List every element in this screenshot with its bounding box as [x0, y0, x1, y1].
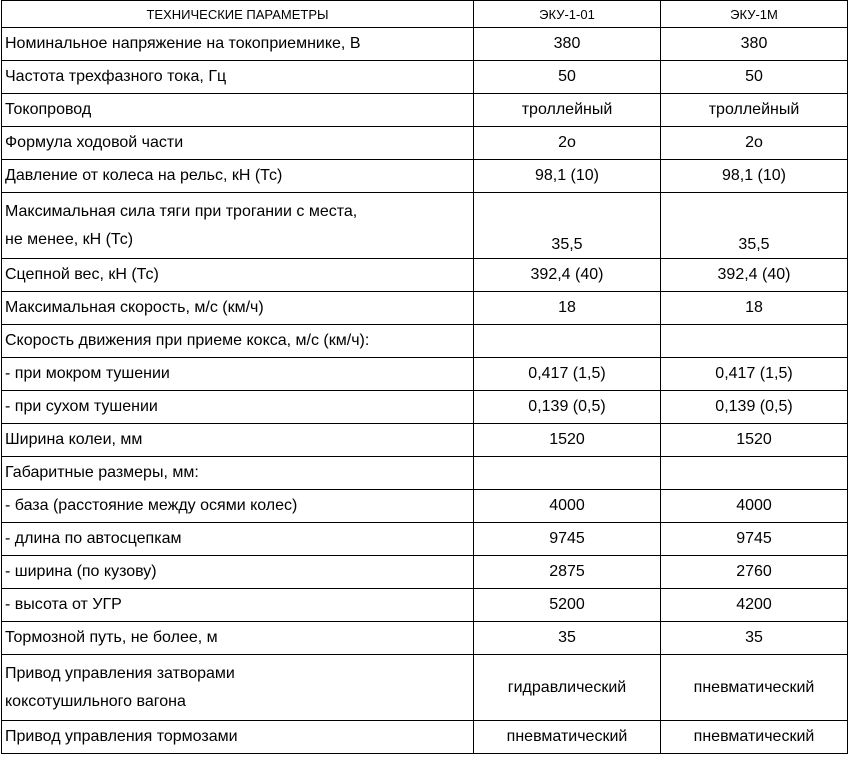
row-label: - ширина (по кузову) [2, 556, 474, 589]
row-value-eku-1-01: 380 [474, 28, 661, 61]
row-label-line-1: Привод управления затворами [5, 664, 235, 682]
row-value-eku-1-01: 0,139 (0,5) [474, 391, 661, 424]
row-value-eku-1m: 98,1 (10) [661, 160, 848, 193]
table-row [2, 589, 848, 622]
row-label: Привод управления тормозами [2, 721, 474, 754]
row-value-eku-1m: 35 [661, 622, 848, 655]
row-label: - база (расстояние между осями колес) [2, 490, 474, 523]
row-value-eku-1-01: пневматический [474, 721, 661, 754]
table-row [2, 622, 848, 655]
table-row [2, 457, 848, 490]
table-row [2, 61, 848, 94]
row-label: - при сухом тушении [2, 391, 474, 424]
table-row [2, 721, 848, 754]
row-label: - при мокром тушении [2, 358, 474, 391]
table-row [2, 94, 848, 127]
table-row [2, 127, 848, 160]
row-value-eku-1-01: 2о [474, 127, 661, 160]
row-label: Токопровод [2, 94, 474, 127]
table-row [2, 292, 848, 325]
row-label-line-2: коксотушильного вагона [5, 692, 186, 710]
row-value-eku-1-01: 35 [474, 622, 661, 655]
row-value-eku-1m: 0,139 (0,5) [661, 391, 848, 424]
row-value-eku-1-01: 9745 [474, 523, 661, 556]
row-value-eku-1m: пневматический [661, 721, 848, 754]
row-label: Сцепной вес, кН (Тс) [2, 259, 474, 292]
row-value-eku-1m: 4200 [661, 589, 848, 622]
row-value-eku-1-01: 1520 [474, 424, 661, 457]
header-col-eku-1-01: ЭКУ-1-01 [474, 1, 661, 28]
row-value-eku-1-01: 35,5 [474, 193, 661, 259]
row-label [2, 655, 474, 721]
row-label: Частота трехфазного тока, Гц [2, 61, 474, 94]
technical-parameters-table [1, 0, 848, 754]
row-label: Давление от колеса на рельс, кН (Тс) [2, 160, 474, 193]
table-row [2, 523, 848, 556]
row-value-eku-1m: 2о [661, 127, 848, 160]
table-row [2, 490, 848, 523]
row-label [2, 193, 474, 259]
row-value-eku-1m: 392,4 (40) [661, 259, 848, 292]
row-label: Скорость движения при приеме кокса, м/с (км/ч): [2, 325, 474, 358]
row-value-eku-1m: 9745 [661, 523, 848, 556]
row-label: Максимальная скорость, м/с (км/ч) [2, 292, 474, 325]
table-row [2, 424, 848, 457]
row-label-line-1: Максимальная сила тяги при трогании с места, [5, 202, 358, 220]
table-row [2, 391, 848, 424]
row-value-eku-1-01: 5200 [474, 589, 661, 622]
table-row [2, 556, 848, 589]
table-row [2, 28, 848, 61]
row-label: Тормозной путь, не более, м [2, 622, 474, 655]
header-param: ТЕХНИЧЕСКИЕ ПАРАМЕТРЫ [2, 1, 474, 28]
row-label-line-2: не менее, кН (Тс) [5, 230, 134, 248]
row-value-eku-1-01: гидравлический [474, 655, 661, 721]
row-value-eku-1-01: 18 [474, 292, 661, 325]
table-header-row [2, 1, 848, 28]
row-value-eku-1-01 [474, 325, 661, 358]
row-value-eku-1m: 1520 [661, 424, 848, 457]
row-label: - высота от УГР [2, 589, 474, 622]
row-value-eku-1m: 2760 [661, 556, 848, 589]
table-row [2, 325, 848, 358]
row-value-eku-1-01: троллейный [474, 94, 661, 127]
table-row [2, 655, 848, 721]
row-value-eku-1-01: 2875 [474, 556, 661, 589]
row-label: Габаритные размеры, мм: [2, 457, 474, 490]
row-value-eku-1m: 18 [661, 292, 848, 325]
row-value-eku-1m: 35,5 [661, 193, 848, 259]
row-value-eku-1m: 4000 [661, 490, 848, 523]
header-col-eku-1m: ЭКУ-1М [661, 1, 848, 28]
row-label: Ширина колеи, мм [2, 424, 474, 457]
row-label: - длина по автосцепкам [2, 523, 474, 556]
table-row [2, 193, 848, 259]
row-value-eku-1m: 0,417 (1,5) [661, 358, 848, 391]
row-value-eku-1-01: 98,1 (10) [474, 160, 661, 193]
row-value-eku-1m [661, 325, 848, 358]
row-value-eku-1-01: 50 [474, 61, 661, 94]
table-row [2, 160, 848, 193]
row-value-eku-1m: 50 [661, 61, 848, 94]
table-row [2, 358, 848, 391]
row-value-eku-1-01: 0,417 (1,5) [474, 358, 661, 391]
row-value-eku-1-01: 4000 [474, 490, 661, 523]
row-value-eku-1m: пневматический [661, 655, 848, 721]
row-label: Номинальное напряжение на токоприемнике, В [2, 28, 474, 61]
row-value-eku-1m [661, 457, 848, 490]
row-value-eku-1-01: 392,4 (40) [474, 259, 661, 292]
row-label: Формула ходовой части [2, 127, 474, 160]
row-value-eku-1m: троллейный [661, 94, 848, 127]
row-value-eku-1-01 [474, 457, 661, 490]
table-row [2, 259, 848, 292]
row-value-eku-1m: 380 [661, 28, 848, 61]
